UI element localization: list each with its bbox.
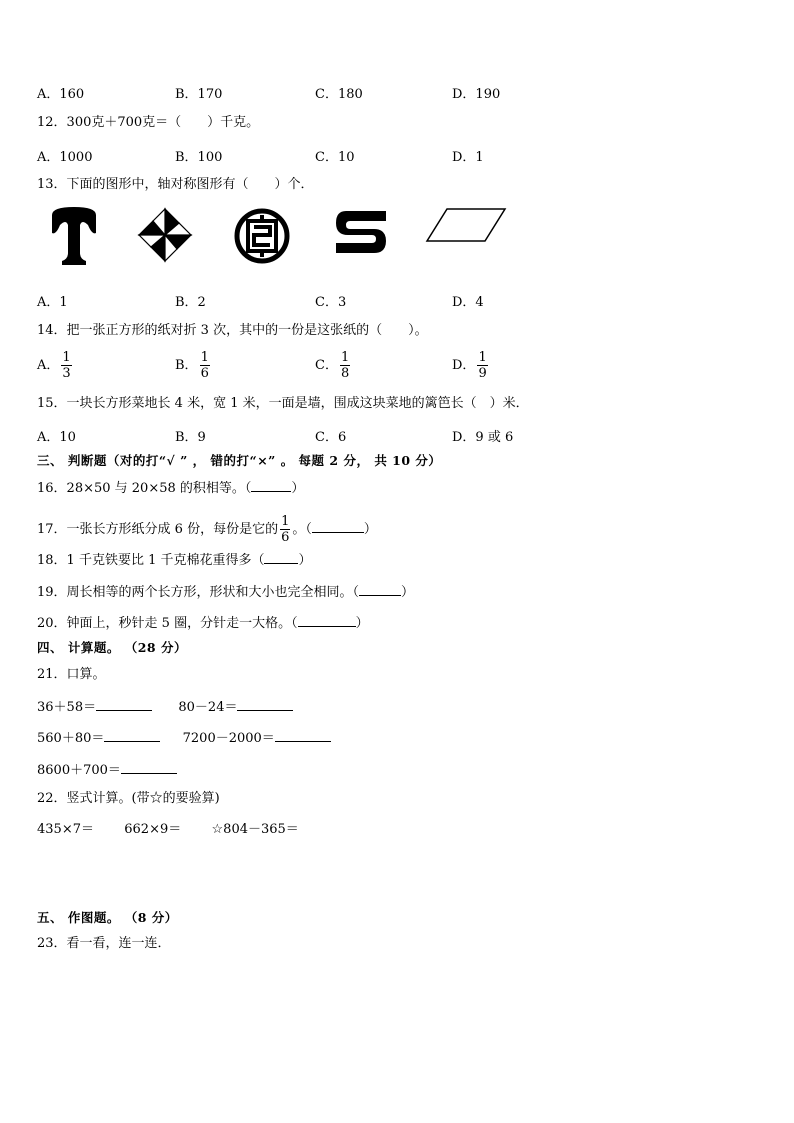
q17-paren: 。（ — [292, 522, 312, 537]
q13-figures — [40, 205, 520, 277]
option-letter: B． — [175, 358, 198, 373]
calc-answer-blank[interactable] — [104, 729, 160, 742]
q20-text: 20．钟面上，秒针走 5 圈，分针走一大格。（ — [37, 616, 298, 631]
calc-item: 8600＋700＝ — [37, 763, 121, 778]
q14-option-b[interactable] — [175, 350, 212, 381]
q13-option-a[interactable]: A．1 — [37, 295, 68, 310]
q14-option-c[interactable] — [315, 350, 352, 381]
calc-answer-blank[interactable] — [275, 729, 331, 742]
numerator: 1 — [340, 350, 350, 365]
numerator: 1 — [478, 350, 487, 365]
s-logo-icon — [332, 205, 390, 259]
q17-close: ） — [363, 522, 377, 537]
fraction — [340, 350, 350, 381]
q17-answer-blank[interactable] — [312, 520, 364, 533]
q12-option-c[interactable]: C．10 — [315, 150, 355, 165]
q22-row — [37, 822, 299, 838]
q14-question: 14．把一张正方形的纸对折 3 次，其中的一份是这张纸的（ ）。 — [37, 323, 428, 338]
vertical-calc-item: 435×7＝ — [37, 822, 94, 837]
q20-close: ） — [355, 616, 369, 631]
q21-row-1 — [37, 698, 293, 716]
calc-item: 80－24＝ — [178, 700, 238, 715]
denominator: 6 — [281, 530, 290, 545]
calc-answer-blank[interactable] — [237, 698, 293, 711]
section-3-heading: 三、 判断题（对的打“√ ” ， 错的打“×” 。 每题 2 分， 共 10 分） — [37, 453, 442, 468]
q13-question: 13．下面的图形中，轴对称图形有（ ）个． — [37, 177, 314, 192]
q15-option-a[interactable]: A．10 — [37, 430, 76, 445]
q21-row-2 — [37, 729, 331, 747]
option-letter: C． — [315, 358, 338, 373]
q11-option-d[interactable]: D．190 — [452, 87, 501, 102]
q17-question — [37, 514, 377, 545]
q20-question — [37, 614, 369, 632]
q20-answer-blank[interactable] — [298, 614, 356, 627]
q11-options — [37, 83, 597, 102]
q12-option-b[interactable]: B．100 — [175, 150, 223, 165]
calc-item: 560＋80＝ — [37, 731, 105, 746]
option-letter: A． — [37, 358, 60, 373]
q19-close: ） — [401, 585, 415, 600]
q21-question: 21．口算。 — [37, 667, 106, 682]
q12-option-a[interactable]: A．1000 — [37, 150, 93, 165]
q16-text: 16．28×50 与 20×58 的积相等。（ — [37, 481, 252, 496]
numerator: 1 — [281, 514, 290, 529]
option-letter: D． — [452, 358, 476, 373]
q15-question: 15．一块长方形菜地长 4 米，宽 1 米，一面是墙，围成这块菜地的篱笆长（ ）米． — [37, 396, 529, 411]
section-5-heading: 五、 作图题。 （8 分） — [37, 910, 178, 925]
q15-option-d[interactable]: D．9 或 6 — [452, 430, 514, 445]
parallelogram-icon — [425, 205, 507, 245]
pinwheel-icon — [135, 205, 195, 265]
q19-answer-blank[interactable] — [359, 583, 401, 596]
numerator: 1 — [200, 350, 209, 365]
q15-option-c[interactable]: C．6 — [315, 430, 347, 445]
q18-question — [37, 551, 312, 569]
vertical-calc-item: 662×9＝ — [124, 822, 182, 837]
q12-options — [37, 146, 597, 165]
fraction — [61, 350, 71, 381]
q16-close: ） — [291, 481, 305, 496]
denominator: 9 — [478, 366, 487, 381]
q11-option-b[interactable]: B．170 — [175, 87, 223, 102]
bank-logo-icon — [232, 205, 292, 265]
q22-question: 22．竖式计算。(带☆的要验算) — [37, 791, 220, 806]
calc-item: 7200－2000＝ — [182, 731, 275, 746]
fraction — [200, 350, 210, 381]
q16-answer-blank[interactable] — [251, 479, 291, 492]
q14-option-d[interactable] — [452, 350, 490, 381]
q14-option-a[interactable] — [37, 350, 74, 381]
q18-answer-blank[interactable] — [264, 551, 298, 564]
vertical-calc-item: ☆804－365＝ — [211, 822, 299, 837]
mushroom-shape-icon — [48, 205, 100, 269]
denominator: 6 — [200, 366, 209, 381]
calc-answer-blank[interactable] — [121, 761, 177, 774]
denominator: 8 — [340, 366, 350, 381]
q14-options — [37, 350, 597, 381]
q19-text: 19．周长相等的两个长方形，形状和大小也完全相同。（ — [37, 585, 360, 600]
q13-option-b[interactable]: B．2 — [175, 295, 206, 310]
q11-option-c[interactable]: C．180 — [315, 87, 363, 102]
q17-text: 17．一张长方形纸分成 6 份，每份是它的 — [37, 522, 279, 537]
section-4-heading: 四、 计算题。 （28 分） — [37, 640, 187, 655]
q23-question: 23．看一看，连一连． — [37, 936, 171, 951]
q18-text: 18．1 千克铁要比 1 千克棉花重得多（ — [37, 553, 265, 568]
q21-row-3 — [37, 761, 177, 779]
q12-option-d[interactable]: D．1 — [452, 150, 484, 165]
q11-option-a[interactable]: A．160 — [37, 87, 85, 102]
calc-item: 36＋58＝ — [37, 700, 97, 715]
q12-question: 12．300克＋700克＝（ ）千克。 — [37, 115, 260, 130]
calc-answer-blank[interactable] — [96, 698, 152, 711]
q18-close: ） — [298, 553, 312, 568]
numerator: 1 — [62, 350, 71, 365]
q16-question — [37, 479, 304, 497]
fraction — [477, 350, 487, 381]
q13-option-d[interactable]: D．4 — [452, 295, 484, 310]
q13-option-c[interactable]: C．3 — [315, 295, 347, 310]
q13-options — [37, 291, 597, 310]
q15-options — [37, 426, 597, 445]
q15-option-b[interactable]: B．9 — [175, 430, 206, 445]
q17-fraction — [280, 514, 290, 545]
denominator: 3 — [62, 366, 71, 381]
q19-question — [37, 583, 414, 601]
